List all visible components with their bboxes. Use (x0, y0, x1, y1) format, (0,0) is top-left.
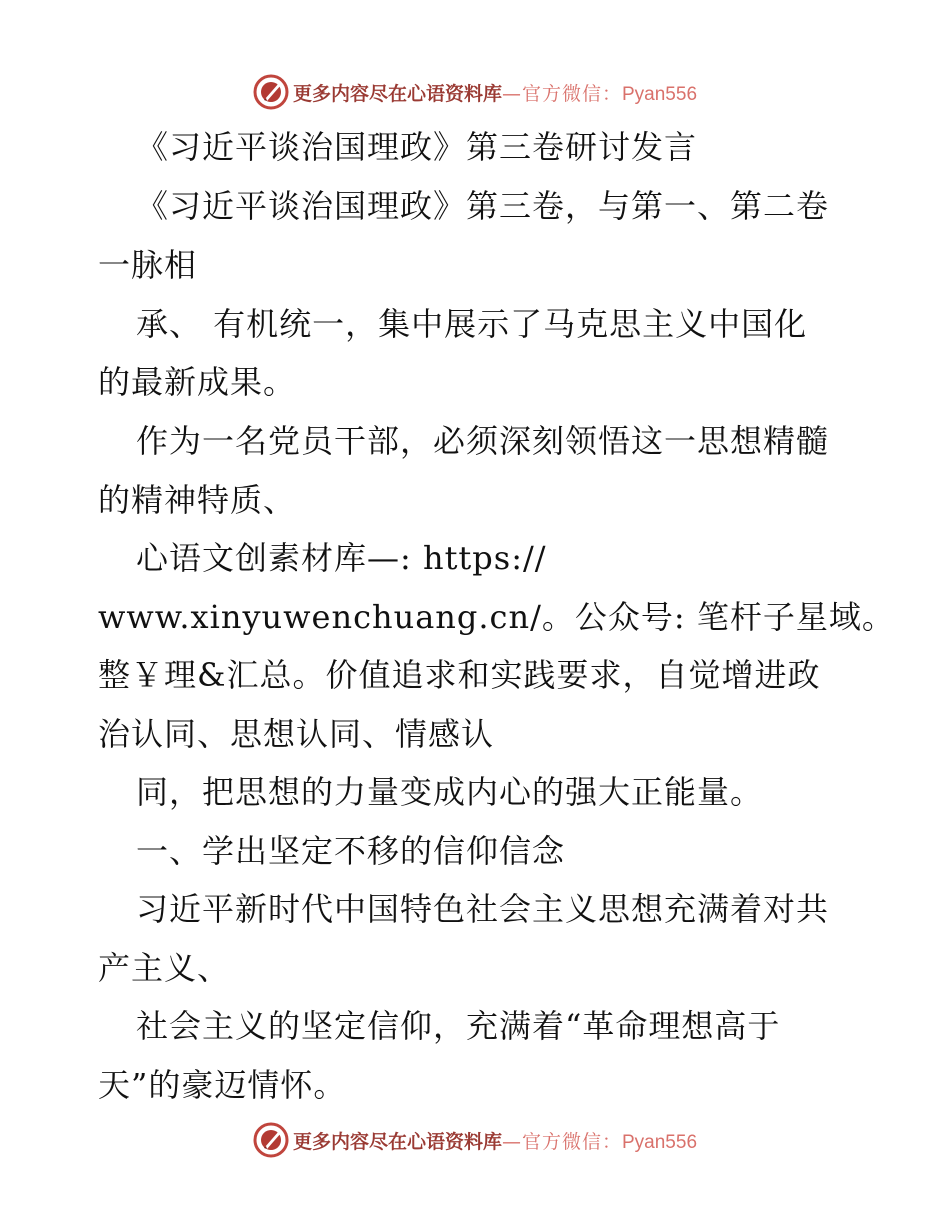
watermark-wechat-id: Pyan556 (622, 1131, 698, 1153)
quill-pen-seal-icon (253, 1122, 289, 1158)
paragraph-line: 习近平新时代中国特色社会主义思想充满着对共 (136, 890, 830, 928)
paragraph-line: 承、 有机统一，集中展示了马克思主义中国化 (136, 305, 808, 343)
paragraph-line: 作为一名党员干部，必须深刻领悟这一思想精髓 (136, 422, 830, 460)
paragraph-line: 的精神特质、 (98, 481, 297, 519)
paragraph-line: 治认同、思想认同、情感认 (98, 715, 495, 753)
paragraph-line: www.xinyuwenchuang.cn/。公众号: 笔杆子星域。 (98, 598, 895, 636)
watermark-dash: — (501, 1130, 522, 1153)
paragraph-line: 天”的豪迈情怀。 (98, 1066, 347, 1104)
paragraph-line: 整￥理&汇总。价值追求和实践要求，自觉增进政 (98, 656, 821, 694)
watermark-brand: 更多内容尽在心语资料库 (292, 82, 502, 105)
watermark-wechat-id: Pyan556 (622, 83, 698, 105)
document-title: 《习近平谈治国理政》第三卷研讨发言 (136, 128, 698, 166)
section-heading: 一、学出坚定不移的信仰信念 (136, 832, 566, 870)
paragraph-line: 《习近平谈治国理政》第三卷，与第一、第二卷 (136, 187, 830, 225)
paragraph-line: 心语文创素材库—: https:// (136, 539, 547, 577)
paragraph-line: 产主义、 (98, 949, 231, 987)
paragraph-line: 一脉相 (98, 246, 198, 284)
header-watermark (0, 70, 950, 114)
watermark-official: 官方微信： (521, 82, 622, 105)
quill-pen-seal-icon (253, 74, 289, 110)
watermark-brand: 更多内容尽在心语资料库 (292, 1130, 502, 1153)
paragraph-line: 同，把思想的力量变成内心的强大正能量。 (136, 773, 764, 811)
paragraph-line: 的最新成果。 (98, 363, 297, 401)
footer-watermark (0, 1118, 950, 1162)
watermark-dash: — (501, 82, 522, 105)
watermark-official: 官方微信： (521, 1130, 622, 1153)
paragraph-line: 社会主义的坚定信仰，充满着“革命理想高于 (136, 1007, 781, 1045)
